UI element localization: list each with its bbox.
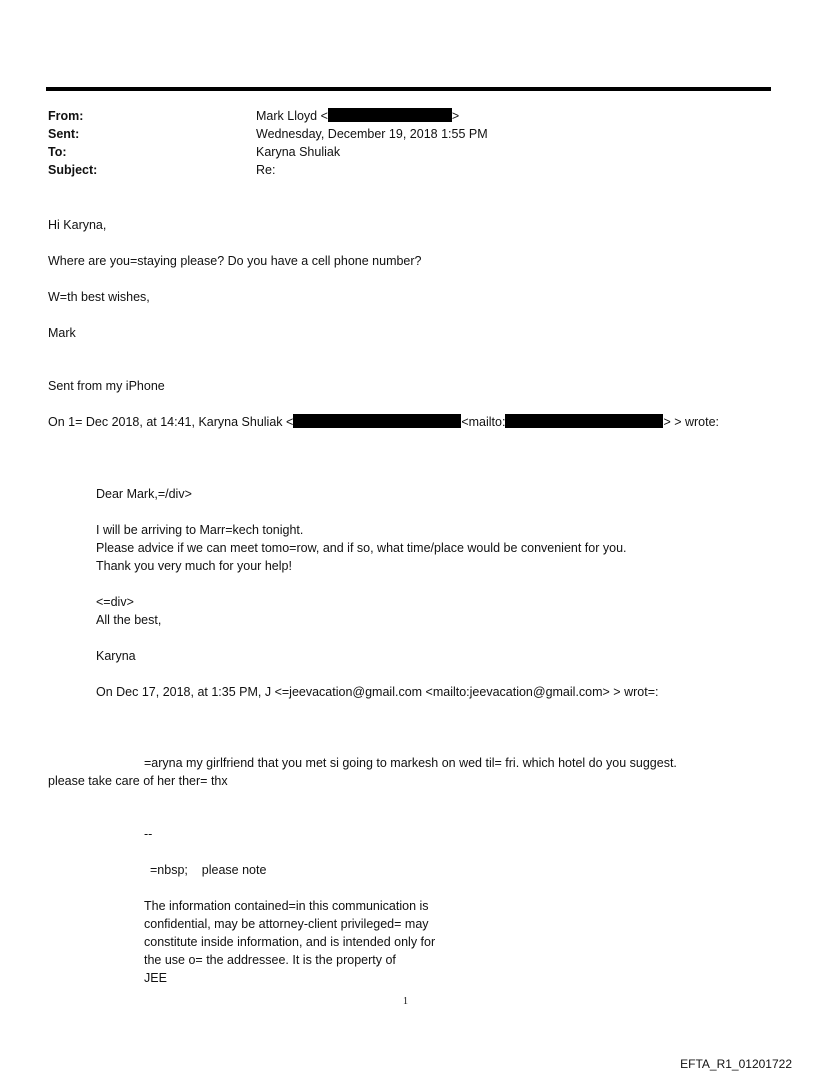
disclaimer-line-2: confidential, may be attorney-client privileged= may	[144, 917, 429, 931]
quoted2-dashes: --	[144, 827, 153, 841]
sent-from-line: Sent from my iPhone	[48, 379, 165, 393]
sent-value: Wednesday, December 19, 2018 1:55 PM	[256, 127, 488, 141]
quote-intro-c: > > wrote:	[663, 415, 720, 429]
quoted-salutation: Dear Mark,=/div>	[96, 487, 192, 501]
greeting: Hi Karyna,	[48, 218, 107, 232]
redaction-box	[505, 414, 663, 428]
quoted-intro-2: On Dec 17, 2018, at 1:35 PM, J <=jeevacation@gmail.com <mailto:jeevacation@gmail.com> > wrot=:	[96, 685, 659, 699]
from-row	[48, 107, 460, 125]
signature: Mark	[48, 326, 76, 340]
disclaimer-line-3: constitute inside information, and is intended only for	[144, 935, 436, 949]
quoted-line-2: Please advice if we can meet tomo=row, and if so, what time/place would be convenient for you.	[96, 541, 627, 555]
subject-row	[48, 161, 276, 179]
redaction-box	[293, 414, 461, 428]
from-label: From:	[48, 109, 84, 123]
sent-label: Sent:	[48, 127, 80, 141]
disclaimer-line-4: the use o= the addressee. It is the property of	[144, 953, 396, 967]
redaction-box	[328, 108, 452, 122]
question-line: Where are you=staying please? Do you have a cell phone number?	[48, 254, 422, 268]
quoted2-line-2: please take care of her ther= thx	[48, 774, 228, 788]
quote-intro-line	[48, 413, 719, 431]
from-name: Mark Lloyd <	[256, 109, 328, 123]
sent-row	[48, 125, 488, 143]
to-value: Karyna Shuliak	[256, 145, 341, 159]
quoted-div-tag: <=div>	[96, 595, 134, 609]
header-rule	[46, 87, 771, 91]
quote-intro-a: On 1= Dec 2018, at 14:41, Karyna Shuliak <	[48, 415, 294, 429]
document-id-footer: EFTA_R1_01201722	[680, 1057, 792, 1071]
quoted-line-3: Thank you very much for your help!	[96, 559, 292, 573]
quoted-name: Karyna	[96, 649, 136, 663]
disclaimer-line-1: The information contained=in this communication is	[144, 899, 429, 913]
subject-label: Subject:	[48, 163, 98, 177]
quoted2-line-1: =aryna my girlfriend that you met si going to markesh on wed til= fri. which hotel do you suggest.	[144, 756, 677, 770]
disclaimer-line-5: JEE	[144, 971, 167, 985]
subject-value: Re:	[256, 163, 276, 177]
to-label: To:	[48, 145, 67, 159]
page-number: 1	[403, 996, 408, 1007]
closing-line: W=th best wishes,	[48, 290, 150, 304]
quoted-line-1: I will be arriving to Marr=kech tonight.	[96, 523, 304, 537]
quoted-all-best: All the best,	[96, 613, 162, 627]
from-value	[256, 107, 459, 125]
quoted2-nbsp-note: =nbsp; please note	[150, 863, 267, 877]
from-close: >	[451, 109, 460, 123]
to-row	[48, 143, 341, 161]
quote-intro-b: <mailto:	[461, 415, 506, 429]
